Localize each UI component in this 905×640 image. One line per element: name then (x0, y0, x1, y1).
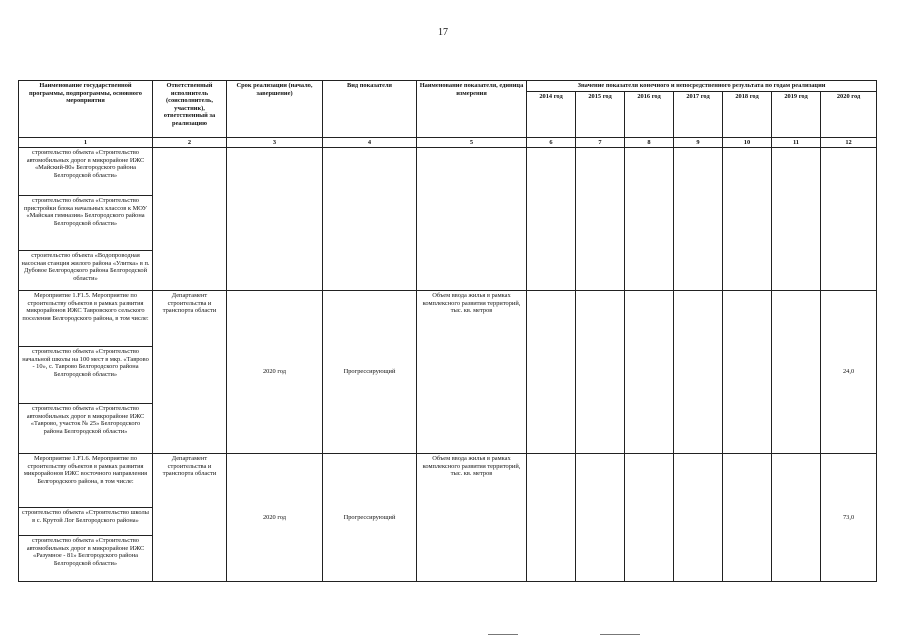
event-title: Мероприятие 1.F1.5. Мероприятие по строительству объектов в рамках развития микрорайонов ИЖС Тавровского сельского поселения Белгородского района, в том числе: (19, 291, 153, 347)
column-number: 11 (772, 137, 821, 148)
header-indicator-type: Вид показателя (323, 81, 417, 138)
scan-mark (600, 634, 640, 635)
header-executor: Ответственный исполнитель (соисполнитель, участник), ответственный за реализацию (153, 81, 227, 138)
table-row-item: строительство объекта «Водопроводная насосная станция жилого района «Улитка» в п. Дубовое Белгородского района Белгородской области» (19, 251, 153, 291)
indicator-type: Прогрессирующий (323, 291, 417, 454)
table-row-item: строительство объекта «Строительство автомобильных дорог в микрорайоне ИЖС «Майский-80» Белгородского района Белгородской области» (19, 148, 153, 196)
column-number: 3 (227, 137, 323, 148)
executor: Департамент строительства и транспорта области (153, 454, 227, 582)
header-years-group: Значение показателя конечного и непосредственного результата по годам реализации (527, 81, 877, 92)
header-indicator-name: Наименование показателя, единица измерения (417, 81, 527, 138)
executor: Департамент строительства и транспорта области (153, 291, 227, 454)
value-2020: 24,0 (821, 291, 877, 454)
page-number: 17 (438, 27, 448, 38)
column-number: 1 (19, 137, 153, 148)
value-2020: 73,0 (821, 454, 877, 582)
header-year: 2015 год (576, 91, 625, 137)
header-year: 2020 год (821, 91, 877, 137)
header-year: 2017 год (674, 91, 723, 137)
column-number: 2 (153, 137, 227, 148)
column-number: 8 (625, 137, 674, 148)
table-row-item: строительство объекта «Строительство начальной школы на 100 мест в мкр. «Таврово - 10», с. Таврово Белгородского района Белгородской области» (19, 347, 153, 404)
header-year: 2018 год (723, 91, 772, 137)
indicator-type: Прогрессирующий (323, 454, 417, 582)
header-year: 2014 год (527, 91, 576, 137)
column-number: 12 (821, 137, 877, 148)
header-year: 2016 год (625, 91, 674, 137)
period: 2020 год (227, 291, 323, 454)
indicator-table (18, 80, 877, 582)
indicator-name: Объем ввода жилья в рамках комплексного развития территорий, тыс. кв. метров (417, 454, 527, 582)
indicator-name: Объем ввода жилья в рамках комплексного развития территорий, тыс. кв. метров (417, 291, 527, 454)
column-number: 4 (323, 137, 417, 148)
scan-mark (488, 634, 518, 635)
column-number: 6 (527, 137, 576, 148)
header-program: Наименование государственной программы, подпрограммы, основного мероприятия (19, 81, 153, 138)
table-row-item: строительство объекта «Строительство пристройки блока начальных классов к МОУ «Майская гимназия» Белгородского района Белгородской области» (19, 196, 153, 251)
table-row-item: строительство объекта «Строительство автомобильных дорог в микрорайоне ИЖС «Таврово, участок № 25» Белгородского района Белгородской области» (19, 404, 153, 454)
event-title: Мероприятие 1.F1.6. Мероприятие по строительству объектов в рамках развития микрорайонов ИЖС восточного направления Белгородского района, в том числе: (19, 454, 153, 508)
period: 2020 год (227, 454, 323, 582)
column-number: 10 (723, 137, 772, 148)
table-row-item: строительство объекта «Строительство автомобильных дорог в микрорайоне ИЖС «Разумное - 81» Белгородского района Белгородской области» (19, 536, 153, 582)
column-number: 5 (417, 137, 527, 148)
column-number: 9 (674, 137, 723, 148)
column-number: 7 (576, 137, 625, 148)
header-period: Срок реализации (начало, завершение) (227, 81, 323, 138)
table-row-item: строительство объекта «Строительство школы в с. Крутой Лог Белгородского района» (19, 508, 153, 536)
header-year: 2019 год (772, 91, 821, 137)
